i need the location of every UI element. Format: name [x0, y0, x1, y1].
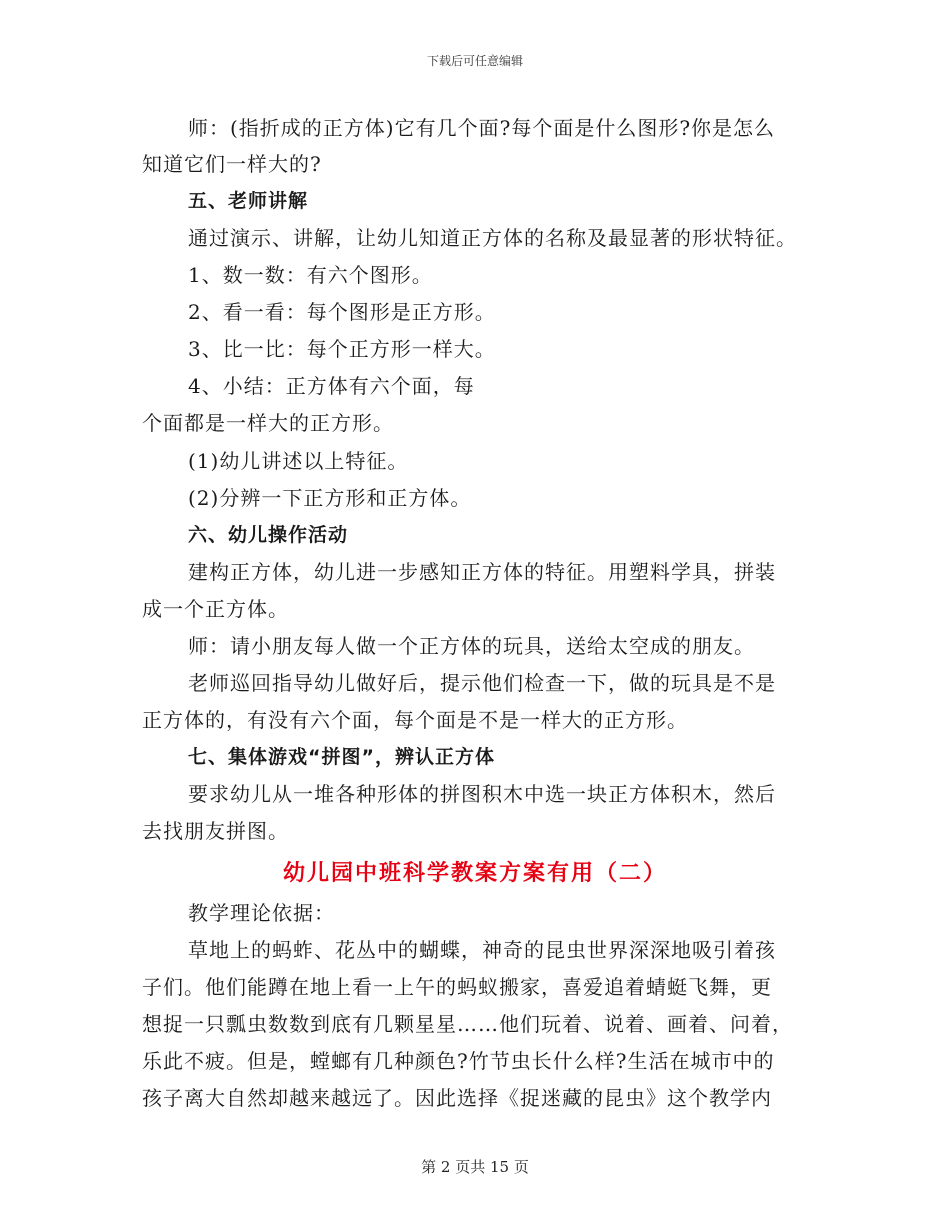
paragraph-line: 想捉一只瓢虫数数到底有几颗星星……他们玩着、说着、画着、问着， — [142, 1012, 793, 1036]
paragraph-line: 建构正方体，幼儿进一步感知正方体的特征。用塑料学具，拼装 — [188, 560, 776, 584]
list-item: 3、比一比：每个正方形一样大。 — [188, 337, 496, 361]
section-heading-6: 六、幼儿操作活动 — [188, 524, 349, 546]
section-heading-5: 五、老师讲解 — [188, 190, 309, 212]
paragraph-line: 通过演示、讲解，让幼儿知道正方体的名称及最显著的形状特征。 — [188, 226, 797, 250]
paragraph-line: 孩子离大自然却越来越远了。因此选择《捉迷藏的昆虫》这个教学内 — [142, 1086, 772, 1110]
paragraph-line: 知道它们一样大的? — [142, 152, 322, 176]
list-item: (1)幼儿讲述以上特征。 — [188, 449, 409, 473]
list-item: 1、数一数：有六个图形。 — [188, 263, 433, 287]
paragraph-line: 正方体的，有没有六个面，每个面是不是一样大的正方形。 — [142, 708, 688, 732]
page-footer: 第 2 页共 15 页 — [421, 1158, 529, 1176]
section-heading-7: 七、集体游戏“拼图”，辨认正方体 — [188, 746, 495, 768]
paragraph-line: 教学理论依据： — [188, 901, 335, 925]
paragraph-line: 师：(指折成的正方体)它有几个面?每个面是什么图形?你是怎么 — [188, 116, 776, 140]
paragraph-line: 去找朋友拼图。 — [142, 819, 289, 843]
paragraph-line: 乐此不疲。但是，螳螂有几种颜色?竹节虫长什么样?生活在城市中的 — [142, 1049, 775, 1073]
list-item: 4、小结：正方体有六个面，每 — [188, 374, 475, 398]
list-item: 2、看一看：每个图形是正方形。 — [188, 300, 496, 324]
paragraph-line: 个面都是一样大的正方形。 — [142, 411, 394, 435]
paragraph-line: 草地上的蚂蚱、花丛中的蝴蝶，神奇的昆虫世界深深地吸引着孩 — [188, 938, 776, 962]
page-header: 下载后可任意编辑 — [426, 54, 523, 68]
paragraph-line: 老师巡回指导幼儿做好后，提示他们检查一下，做的玩具是不是 — [188, 671, 776, 695]
paragraph-line: 成一个正方体。 — [142, 597, 289, 621]
section-title: 幼儿园中班科学教案方案有用（二） — [282, 861, 667, 886]
paragraph-line: 要求幼儿从一堆各种形体的拼图积木中选一块正方体积木，然后 — [188, 782, 776, 806]
paragraph-line: 子们。他们能蹲在地上看一上午的蚂蚁搬家，喜爱追着蜻蜓飞舞，更 — [142, 975, 772, 999]
list-item: (2)分辨一下正方形和正方体。 — [188, 486, 472, 510]
paragraph-line: 师：请小朋友每人做一个正方体的玩具，送给太空成的朋友。 — [188, 634, 755, 658]
